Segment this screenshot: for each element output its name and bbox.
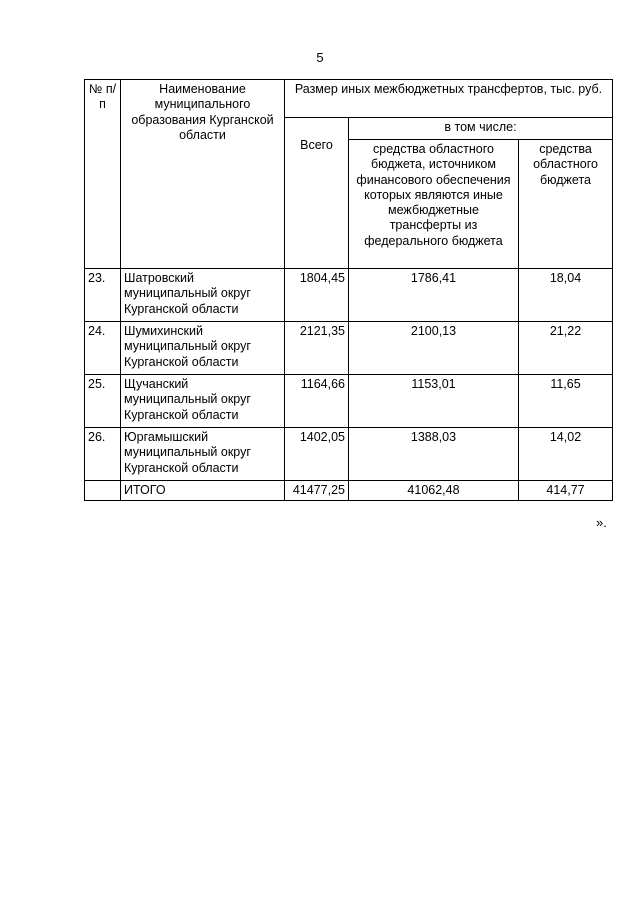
table-row (85, 269, 613, 322)
row-federal: 1153,01 (349, 375, 519, 428)
row-federal: 1786,41 (349, 269, 519, 322)
header-row-1 (85, 80, 613, 118)
table-row (85, 375, 613, 428)
header-total: Всего (285, 118, 349, 269)
total-federal: 41062,48 (349, 481, 519, 501)
row-total: 1804,45 (285, 269, 349, 322)
row-total: 1402,05 (285, 428, 349, 481)
transfers-table (84, 79, 613, 501)
header-municipality-name: Наименование муниципального образования Курганской области (121, 80, 285, 269)
total-sum: 41477,25 (285, 481, 349, 501)
table-row (85, 428, 613, 481)
row-number: 23. (85, 269, 121, 322)
row-regional: 18,04 (519, 269, 613, 322)
row-federal: 2100,13 (349, 322, 519, 375)
row-federal: 1388,03 (349, 428, 519, 481)
total-label: ИТОГО (121, 481, 285, 501)
row-municipality: Шумихинский муниципальный округ Курганской области (121, 322, 285, 375)
total-row (85, 481, 613, 501)
header-federal-source: средства областного бюджета, источником финансового обеспечения которых являются иные межбюджетные трансферты из федерального бюджета (349, 140, 519, 269)
closing-quote-mark: ». (596, 515, 607, 530)
total-regional: 414,77 (519, 481, 613, 501)
header-regional-source: средства областного бюджета (519, 140, 613, 269)
row-number: 24. (85, 322, 121, 375)
row-regional: 14,02 (519, 428, 613, 481)
table-row (85, 322, 613, 375)
row-municipality: Щучанский муниципальный округ Курганской области (121, 375, 285, 428)
row-number: 25. (85, 375, 121, 428)
header-number: № п/п (85, 80, 121, 269)
row-municipality: Юргамышский муниципальный округ Курганской области (121, 428, 285, 481)
row-municipality: Шатровский муниципальный округ Курганской области (121, 269, 285, 322)
header-amount-group: Размер иных межбюджетных трансфертов, тыс. руб. (285, 80, 613, 118)
total-number (85, 481, 121, 501)
row-regional: 11,65 (519, 375, 613, 428)
header-including: в том числе: (349, 118, 613, 140)
row-total: 2121,35 (285, 322, 349, 375)
row-total: 1164,66 (285, 375, 349, 428)
row-regional: 21,22 (519, 322, 613, 375)
page-number: 5 (316, 50, 324, 65)
row-number: 26. (85, 428, 121, 481)
